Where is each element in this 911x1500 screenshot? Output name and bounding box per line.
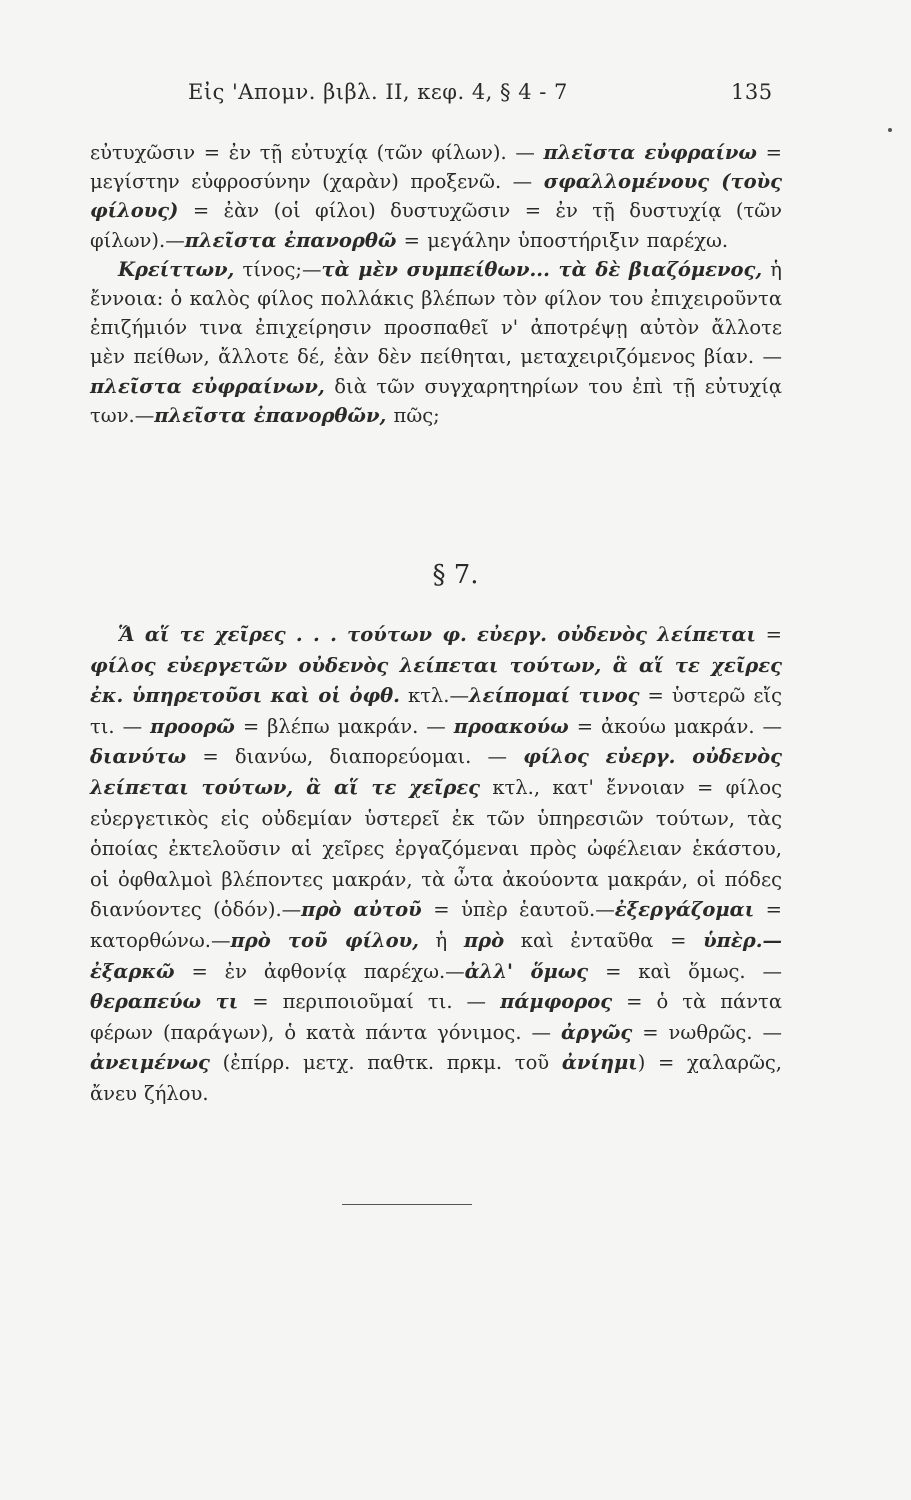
lemma-text: πρὸ αὐτοῦ (301, 898, 422, 922)
lemma-text: ἀλλ' ὅμως (464, 959, 589, 983)
lemma-text: ἀργῶς (560, 1020, 633, 1044)
paragraph-2 (90, 255, 782, 430)
gloss-text: (ἐπίρρ. μετχ. παθτκ. πρκμ. τοῦ (209, 1051, 562, 1075)
end-rule (342, 1204, 472, 1205)
commentary-block-2 (90, 620, 782, 1110)
lemma-text: φίλος εὐεργ. οὐδενὸς λείπεται τούτων, ἃ αἵ τε χεῖρες (90, 745, 783, 799)
lemma-text: πρὸ τοῦ φίλου, (230, 928, 419, 952)
gloss-text: ἡ (418, 928, 464, 952)
gloss-text: = μεγάλην ὑποστήριξιν παρέχω. (396, 228, 729, 252)
lemma-text: σφαλλομένους (τοὺς φίλους) (90, 170, 782, 223)
lemma-text: πλεῖστα εὐφραίνω (543, 141, 757, 164)
gloss-text: τίνος;— (234, 257, 322, 281)
page-number: 135 (731, 80, 773, 104)
lemma-text: διανύτω (90, 745, 187, 769)
gloss-text: = ὑστερῶ εἴς τι. — (90, 684, 782, 738)
lemma-text: λείπομαί τινος (468, 684, 640, 708)
lemma-text: ἐξεργάζομαι (614, 898, 755, 922)
gloss-text: = μεγίστην εὐφροσύνην (χαρὰν) προξενῶ. — (90, 141, 782, 194)
gloss-text: = ἐν ἀφθονίᾳ παρέχω.— (174, 959, 465, 983)
gloss-text: ἡ ἔννοια: ὁ καλὸς φίλος πολλάκις βλέπων τὸν φίλον του ἐπιχειροῦντα ἐπιζήμιόν τινα ἐπιχείρησιν προσπαθεῖ ν' ἀποτρέψῃ αὐτὸν ἄλλοτε μὲν πείθων, ἄλλοτε δέ, ἐὰν δὲν πείθηται, μεταχειριζόμενος βίαν. — (90, 257, 782, 369)
lemma-text: τὰ μὲν συμπείθων... τὰ δὲ βιαζόμενος, (321, 257, 763, 281)
gloss-text: = ὑπὲρ ἑαυτοῦ.— (421, 898, 615, 922)
lemma-text: Ἅ αἵ τε χεῖρες . . . τούτων φ. εὐεργ. οὐδενὸς λείπεται (118, 623, 756, 646)
section-heading: § 7. (432, 560, 479, 590)
lemma-text: προορῶ (150, 714, 235, 738)
gloss-text: καὶ ἐνταῦθα = (504, 928, 704, 952)
print-speck (888, 128, 892, 132)
gloss-text: διὰ τῶν συγχαρητηρίων του ἐπὶ τῇ εὐτυχίᾳ των.— (90, 374, 783, 427)
lemma-text: ἀνίημι (561, 1051, 638, 1075)
gloss-text: = ἀκούω μακράν. — (568, 714, 783, 738)
lemma-text: πλεῖστα ἐπανορθῶν, (154, 403, 387, 427)
gloss-text: εὐτυχῶσιν = ἐν τῇ εὐτυχίᾳ (τῶν φίλων). — (90, 141, 544, 164)
paragraph-3 (90, 620, 782, 1110)
lemma-text: ὑπὲρ.—ἐξαρκῶ (90, 928, 782, 983)
gloss-text: = βλέπω μακράν. — (234, 714, 454, 738)
gloss-text: κτλ.— (399, 684, 469, 708)
gloss-text: πῶς; (386, 403, 440, 427)
lemma-text: φίλος εὐεργετῶν οὐδενὸς λείπεται τούτων, ἃ αἵ τε χεῖρες ἐκ. ὑπηρετοῦσι καὶ οἱ ὀφθ. (90, 653, 782, 708)
lemma-text: πλεῖστα εὐφραίνων, (90, 374, 325, 398)
gloss-text: ) = χαλαρῶς, ἄνευ ζήλου. (90, 1051, 782, 1105)
gloss-text: = (755, 623, 782, 646)
lemma-text: ἀνειμένως (90, 1051, 210, 1075)
lemma-text: πλεῖστα ἐπανορθῶ (184, 228, 397, 252)
gloss-text: = ὁ τὰ πάντα φέρων (παράγων), ὁ κατὰ πάντα γόνιμος. — (90, 990, 782, 1044)
lemma-text: Κρείττων, (118, 257, 235, 281)
commentary-block-1 (90, 138, 782, 430)
lemma-text: προακούω (453, 714, 569, 738)
gloss-text: = καὶ ὅμως. — (588, 959, 782, 983)
gloss-text: = ἐὰν (οἱ φίλοι) δυστυχῶσιν = ἐν τῇ δυστυχίᾳ (τῶν φίλων).— (90, 199, 782, 252)
running-title: Εἰς 'Απομν. βιβλ. ΙΙ, κεφ. 4, § 4 - 7 (188, 80, 568, 104)
paragraph-1 (90, 138, 782, 255)
lemma-text: θεραπεύω τι (90, 990, 239, 1014)
lemma-text: πάμφορος (500, 990, 613, 1014)
lemma-text: πρὸ (463, 928, 505, 952)
gloss-text: = κατορθώνω.— (90, 898, 782, 952)
gloss-text: = νωθρῶς. — (632, 1020, 783, 1044)
gloss-text: κτλ., κατ' ἔννοιαν = φίλος εὐεργετικὸς εἰς οὐδεμίαν ὑστερεῖ ἐκ τῶν ὑπηρεσιῶν τούτων, τὰς ὁποίας ἐκτελοῦσιν αἱ χεῖρες ἐργαζόμεναι πρὸς ὠφέλειαν ἑκάστου, οἱ ὀφθαλμοὶ βλέποντες μακράν, τὰ ὦτα ἀκούοντα μακράν, οἱ πόδες διανύοντες (ὁδόν).— (90, 775, 782, 922)
gloss-text: = διανύω, διαπορεύομαι. — (186, 745, 524, 769)
gloss-text: = περιποιοῦμαί τι. — (238, 990, 501, 1014)
